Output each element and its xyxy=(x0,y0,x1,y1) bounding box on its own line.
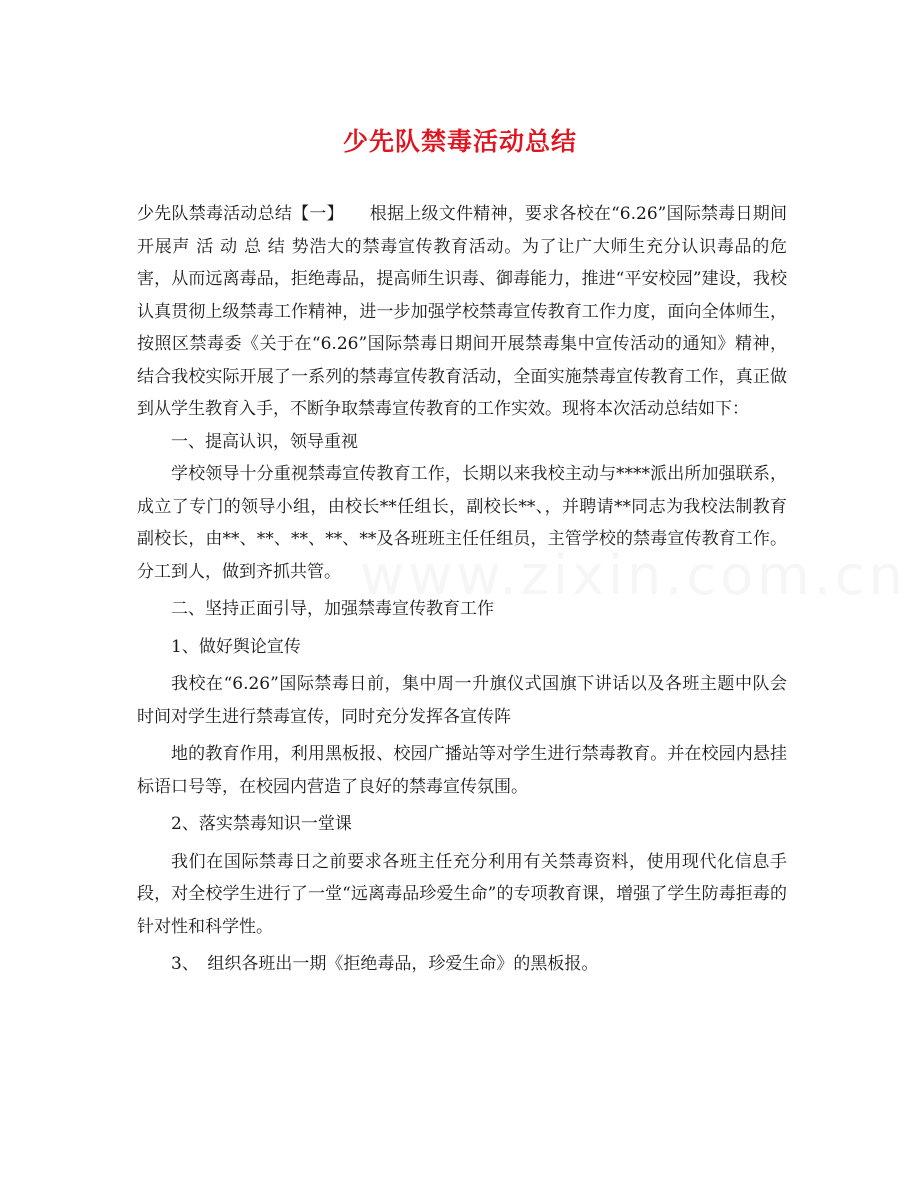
section-heading-1: 一、提高认识，领导重视 xyxy=(171,431,358,452)
subsection-heading-2: 2、落实禁毒知识一堂课 xyxy=(171,814,352,834)
paragraph-intro: 少先队禁毒活动总结【一】 根据上级文件精神，要求各校在“6.26”国际禁毒日期间开展声 活 动 总 结 势浩大的禁毒宣传教育活动。为了让广大师生充分认识毒品的危害，从而远离毒品，拒绝毒品，提高师生识毒、御毒能力，推进“平安校园”建设，我校认真贯彻上级禁毒工作精神，进一步加强学校禁毒宣传教育工作力度，面向全体师生，按照区禁毒委《关于在“6.26”国际禁毒日期间开展禁毒集中宣传活动的通知》精神，结合我校实际开展了一系列的禁毒宣传教育活动，全面实施禁毒宣传教育工作，真正做到从学生教育入手，不断争取禁毒宣传教育的工作实效。现将本次活动总结如下： xyxy=(137,204,787,419)
subsection-heading-3: 3、 组织各班出一期《拒绝毒品，珍爱生命》的黑板报。 xyxy=(171,954,599,974)
paragraph-leadership: 学校领导十分重视禁毒宣传教育工作，长期以来我校主动与****派出所加强联系，成立了专门的领导小组，由校长**任组长，副校长**、，并聘请**同志为我校法制教育副校长，由**、**、**、**、**及各班班主任任组员，主管学校的禁毒宣传教育工作。分工到人，做到齐抓共管。 xyxy=(137,464,787,582)
document-body xyxy=(137,198,787,986)
subsection-heading-1: 1、做好舆论宣传 xyxy=(171,636,301,657)
watermark: www.zixin.com.cn xyxy=(360,544,907,607)
section-heading-2: 二、坚持正面引导，加强禁毒宣传教育工作 xyxy=(171,599,494,619)
document-title: 少先队禁毒活动总结 xyxy=(342,127,577,156)
paragraph-publicity-2: 地的教育作用，利用黑板报、校园广播站等对学生进行禁毒教育。并在校园内悬挂标语口号等，在校园内营造了良好的禁毒宣传氛围。 xyxy=(137,744,787,797)
paragraph-publicity-1: 我校在“6.26”国际禁毒日前，集中周一升旗仪式国旗下讲话以及各班主题中队会时间对学生进行禁毒宣传，同时充分发挥各宣传阵 xyxy=(137,674,787,727)
paragraph-lesson: 我们在国际禁毒日之前要求各班主任充分利用有关禁毒资料，使用现代化信息手段，对全校学生进行了一堂“远离毒品珍爱生命”的专项教育课，增强了学生防毒拒毒的针对性和科学性。 xyxy=(137,851,787,937)
